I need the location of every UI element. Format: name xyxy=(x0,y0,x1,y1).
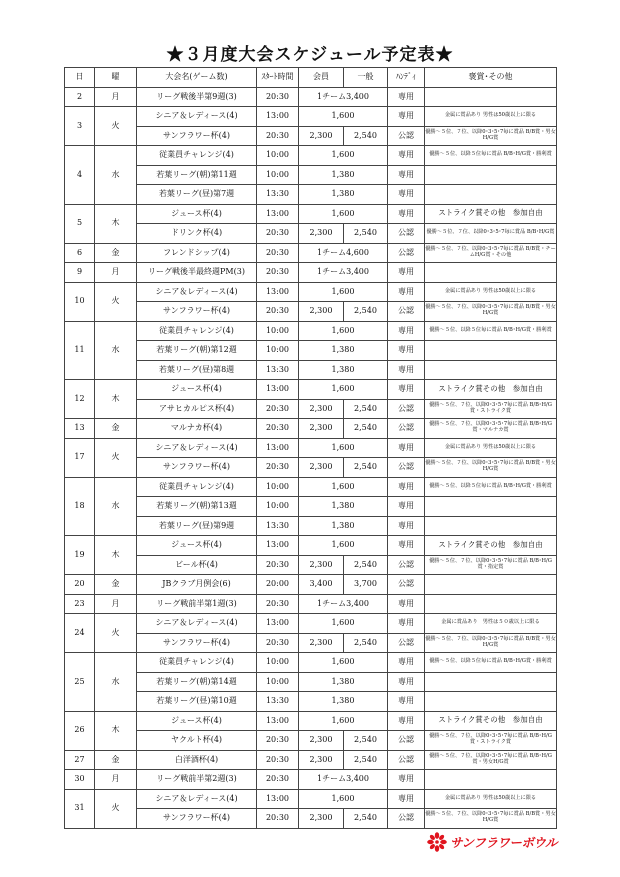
event-name: 若葉リーグ(朝)第14週 xyxy=(137,672,257,692)
event-name: 若葉リーグ(昼)第9週 xyxy=(137,516,257,536)
day-cell: 19 xyxy=(65,536,95,575)
fee-cell: 1,600 xyxy=(299,107,388,127)
fee-cell: 1,380 xyxy=(299,341,388,361)
general-fee: 2,540 xyxy=(344,419,388,439)
start-time: 20:30 xyxy=(257,243,299,263)
general-fee: 2,540 xyxy=(344,126,388,146)
fee-cell: 1,380 xyxy=(299,360,388,380)
table-row xyxy=(65,419,557,439)
general-fee: 2,540 xyxy=(344,458,388,478)
start-time: 20:30 xyxy=(257,809,299,829)
handicap-type: 専用 xyxy=(388,282,425,302)
event-name: ジュース杯(4) xyxy=(137,204,257,224)
prize-cell: 優勝～５位、７位、以降0･3･5･7毎に賞品 B/B･H/G賞・ストライク賞 xyxy=(425,399,557,419)
event-name: シニア＆レディース(4) xyxy=(137,789,257,809)
start-time: 13:30 xyxy=(257,516,299,536)
fee-cell: 1,600 xyxy=(299,789,388,809)
handicap-type: 公認 xyxy=(388,224,425,244)
prize-cell: ストライク賞その他 参加自由 xyxy=(425,536,557,556)
handicap-type: 専用 xyxy=(388,438,425,458)
fee-cell: 1,600 xyxy=(299,146,388,166)
table-row xyxy=(65,165,557,185)
start-time: 20:30 xyxy=(257,419,299,439)
table-row xyxy=(65,789,557,809)
member-fee: 2,300 xyxy=(299,302,344,322)
event-name: シニア＆レディース(4) xyxy=(137,614,257,634)
handicap-type: 公認 xyxy=(388,731,425,751)
fee-cell: 1,600 xyxy=(299,711,388,731)
table-row xyxy=(65,750,557,770)
member-fee: 2,300 xyxy=(299,399,344,419)
handicap-type: 専用 xyxy=(388,87,425,107)
handicap-type: 専用 xyxy=(388,516,425,536)
event-name: 従業員チャレンジ(4) xyxy=(137,146,257,166)
event-name: サンフラワー杯(4) xyxy=(137,809,257,829)
handicap-type: 専用 xyxy=(388,380,425,400)
start-time: 13:30 xyxy=(257,360,299,380)
weekday-cell: 月 xyxy=(95,594,137,614)
weekday-cell: 金 xyxy=(95,575,137,595)
table-row xyxy=(65,477,557,497)
start-time: 10:00 xyxy=(257,146,299,166)
day-cell: 3 xyxy=(65,107,95,146)
table-row xyxy=(65,731,557,751)
day-cell: 20 xyxy=(65,575,95,595)
prize-cell: ストライク賞その他 参加自由 xyxy=(425,204,557,224)
start-time: 13:00 xyxy=(257,536,299,556)
day-cell: 9 xyxy=(65,263,95,283)
day-cell: 11 xyxy=(65,321,95,380)
weekday-cell: 木 xyxy=(95,536,137,575)
weekday-cell: 水 xyxy=(95,653,137,712)
event-name: サンフラワー杯(4) xyxy=(137,458,257,478)
start-time: 20:30 xyxy=(257,302,299,322)
prize-cell: 金属に賞品あり 男性は50歳以上に限る xyxy=(425,438,557,458)
start-time: 10:00 xyxy=(257,653,299,673)
day-cell: 24 xyxy=(65,614,95,653)
table-row xyxy=(65,711,557,731)
event-name: シニア＆レディース(4) xyxy=(137,282,257,302)
table-row xyxy=(65,380,557,400)
start-time: 13:00 xyxy=(257,380,299,400)
handicap-type: 公認 xyxy=(388,575,425,595)
event-name: 従業員チャレンジ(4) xyxy=(137,477,257,497)
prize-cell: ストライク賞その他 参加自由 xyxy=(425,380,557,400)
member-fee: 2,300 xyxy=(299,224,344,244)
weekday-cell: 火 xyxy=(95,107,137,146)
start-time: 13:00 xyxy=(257,107,299,127)
prize-cell xyxy=(425,692,557,712)
logo-text: サンフラワーボウル xyxy=(450,835,558,850)
event-name: JBクラブ月例会(6) xyxy=(137,575,257,595)
event-name: 白洋酒杯(4) xyxy=(137,750,257,770)
weekday-cell: 火 xyxy=(95,789,137,828)
handicap-type: 専用 xyxy=(388,185,425,205)
event-name: サンフラワー杯(4) xyxy=(137,302,257,322)
handicap-type: 専用 xyxy=(388,594,425,614)
weekday-cell: 月 xyxy=(95,87,137,107)
start-time: 10:00 xyxy=(257,497,299,517)
day-cell: 27 xyxy=(65,750,95,770)
handicap-type: 専用 xyxy=(388,341,425,361)
sunflower-icon xyxy=(427,832,447,852)
table-row xyxy=(65,185,557,205)
header-general: 一般 xyxy=(344,68,388,88)
event-name: ジュース杯(4) xyxy=(137,536,257,556)
prize-cell: 優勝～５位、７位、以降0･3･5･7毎に賞品 B/B賞・男女H/G賞 xyxy=(425,633,557,653)
weekday-cell: 水 xyxy=(95,477,137,536)
table-row xyxy=(65,360,557,380)
prize-cell: 金属に賞品あり 男性は50歳以上に限る xyxy=(425,789,557,809)
handicap-type: 専用 xyxy=(388,770,425,790)
fee-cell: 1,600 xyxy=(299,477,388,497)
start-time: 20:30 xyxy=(257,594,299,614)
handicap-type: 公認 xyxy=(388,399,425,419)
event-name: 若葉リーグ(昼)第7週 xyxy=(137,185,257,205)
table-row xyxy=(65,575,557,595)
weekday-cell: 金 xyxy=(95,750,137,770)
start-time: 20:30 xyxy=(257,399,299,419)
fee-cell: 1,380 xyxy=(299,185,388,205)
day-cell: 6 xyxy=(65,243,95,263)
event-name: 若葉リーグ(朝)第12週 xyxy=(137,341,257,361)
start-time: 20:30 xyxy=(257,263,299,283)
fee-cell: 1チーム3,400 xyxy=(299,263,388,283)
event-name: リーグ戦前半第2週(3) xyxy=(137,770,257,790)
prize-cell: 金属に賞品あり 男性は50歳以上に限る xyxy=(425,107,557,127)
table-row xyxy=(65,809,557,829)
prize-cell xyxy=(425,594,557,614)
start-time: 10:00 xyxy=(257,477,299,497)
table-row xyxy=(65,204,557,224)
handicap-type: 専用 xyxy=(388,692,425,712)
weekday-cell: 火 xyxy=(95,438,137,477)
table-row xyxy=(65,633,557,653)
day-cell: 31 xyxy=(65,789,95,828)
fee-cell: 1,380 xyxy=(299,497,388,517)
fee-cell: 1チーム3,400 xyxy=(299,770,388,790)
table-row xyxy=(65,399,557,419)
fee-cell: 1,380 xyxy=(299,516,388,536)
header-prize: 褒賞･その他 xyxy=(425,68,557,88)
start-time: 20:30 xyxy=(257,770,299,790)
header-dow: 曜 xyxy=(95,68,137,88)
header-start: ｽﾀｰﾄ時間 xyxy=(257,68,299,88)
table-row xyxy=(65,653,557,673)
fee-cell: 1,380 xyxy=(299,672,388,692)
event-name: 若葉リーグ(昼)第10週 xyxy=(137,692,257,712)
prize-cell: 優勝～５位、７位、以降0･3･5･7毎に賞品 B/B･H/G賞・男女H/G賞 xyxy=(425,750,557,770)
table-row xyxy=(65,302,557,322)
table-row xyxy=(65,126,557,146)
event-name: フレンドシップ(4) xyxy=(137,243,257,263)
table-row xyxy=(65,263,557,283)
event-name: サンフラワー杯(4) xyxy=(137,126,257,146)
fee-cell: 1,380 xyxy=(299,692,388,712)
handicap-type: 専用 xyxy=(388,497,425,517)
handicap-type: 公認 xyxy=(388,809,425,829)
general-fee: 2,540 xyxy=(344,302,388,322)
weekday-cell: 火 xyxy=(95,614,137,653)
start-time: 20:30 xyxy=(257,126,299,146)
general-fee: 2,540 xyxy=(344,633,388,653)
general-fee: 2,540 xyxy=(344,555,388,575)
start-time: 13:30 xyxy=(257,692,299,712)
day-cell: 18 xyxy=(65,477,95,536)
day-cell: 17 xyxy=(65,438,95,477)
fee-cell: 1,600 xyxy=(299,282,388,302)
member-fee: 3,400 xyxy=(299,575,344,595)
event-name: シニア＆レディース(4) xyxy=(137,438,257,458)
prize-cell: 優勝～５位、７位、以降0･3･5･7毎に賞品 B/B賞・男女H/G賞 xyxy=(425,458,557,478)
handicap-type: 専用 xyxy=(388,360,425,380)
member-fee: 2,300 xyxy=(299,555,344,575)
table-row xyxy=(65,692,557,712)
prize-cell: 優勝～５位、７位、以降0･3･5･7毎に賞品 B/B･H/G賞・ストライク賞 xyxy=(425,731,557,751)
day-cell: 13 xyxy=(65,419,95,439)
header-name: 大会名(ゲーム数) xyxy=(137,68,257,88)
weekday-cell: 金 xyxy=(95,243,137,263)
handicap-type: 公認 xyxy=(388,126,425,146)
table-row xyxy=(65,341,557,361)
prize-cell xyxy=(425,165,557,185)
handicap-type: 専用 xyxy=(388,165,425,185)
start-time: 20:30 xyxy=(257,731,299,751)
start-time: 20:30 xyxy=(257,750,299,770)
page-title: ★３月度大会スケジュール予定表★ xyxy=(166,45,454,65)
table-row xyxy=(65,438,557,458)
event-name: ビール杯(4) xyxy=(137,555,257,575)
header-handicap: ﾊﾝﾃﾞｨ xyxy=(388,68,425,88)
start-time: 13:00 xyxy=(257,204,299,224)
weekday-cell: 金 xyxy=(95,419,137,439)
prize-cell: 優勝～５位、７位、以降0･3･5･7毎に賞品 B/B賞・男女H/G賞 xyxy=(425,302,557,322)
fee-cell: 1チーム3,400 xyxy=(299,87,388,107)
handicap-type: 専用 xyxy=(388,107,425,127)
event-name: ヤクルト杯(4) xyxy=(137,731,257,751)
event-name: リーグ戦前半第1週(3) xyxy=(137,594,257,614)
start-time: 20:30 xyxy=(257,458,299,478)
start-time: 13:00 xyxy=(257,711,299,731)
event-name: ドリンク杯(4) xyxy=(137,224,257,244)
fee-cell: 1,600 xyxy=(299,204,388,224)
table-row xyxy=(65,146,557,166)
prize-cell xyxy=(425,185,557,205)
handicap-type: 公認 xyxy=(388,633,425,653)
general-fee: 3,700 xyxy=(344,575,388,595)
member-fee: 2,300 xyxy=(299,458,344,478)
prize-cell: 優勝～５位、７位、以降0･3･5･7毎に賞品 B/B･H/G賞 xyxy=(425,224,557,244)
start-time: 10:00 xyxy=(257,321,299,341)
fee-cell: 1,380 xyxy=(299,165,388,185)
handicap-type: 専用 xyxy=(388,263,425,283)
start-time: 20:30 xyxy=(257,224,299,244)
start-time: 10:00 xyxy=(257,672,299,692)
handicap-type: 公認 xyxy=(388,243,425,263)
member-fee: 2,300 xyxy=(299,809,344,829)
fee-cell: 1,600 xyxy=(299,653,388,673)
handicap-type: 公認 xyxy=(388,458,425,478)
general-fee: 2,540 xyxy=(344,224,388,244)
prize-cell: 優勝～５位、以降５位毎に賞品 B/B･H/G賞・勝利賞 xyxy=(425,653,557,673)
general-fee: 2,540 xyxy=(344,809,388,829)
event-name: 従業員チャレンジ(4) xyxy=(137,321,257,341)
day-cell: 4 xyxy=(65,146,95,205)
event-name: 若葉リーグ(朝)第11週 xyxy=(137,165,257,185)
fee-cell: 1チーム4,600 xyxy=(299,243,388,263)
event-name: リーグ戦後半最終週PM(3) xyxy=(137,263,257,283)
table-row xyxy=(65,614,557,634)
prize-cell: 優勝～５位、７位、以降0･3･5･7毎に賞品 B/B賞・男女H/G賞 xyxy=(425,809,557,829)
table-row xyxy=(65,243,557,263)
prize-cell: 優勝～５位、７位、以降0･3･5･7毎に賞品 B/B･H/G賞・指定賞 xyxy=(425,555,557,575)
fee-cell: 1,600 xyxy=(299,614,388,634)
table-header-row xyxy=(65,68,557,88)
prize-cell: 優勝～５位、７位、以降0･3･5･7毎に賞品 B/B･H/G賞・マルナカ賞 xyxy=(425,419,557,439)
fee-cell: 1,600 xyxy=(299,438,388,458)
table-row xyxy=(65,536,557,556)
prize-cell xyxy=(425,341,557,361)
fee-cell: 1,600 xyxy=(299,321,388,341)
day-cell: 30 xyxy=(65,770,95,790)
prize-cell xyxy=(425,516,557,536)
handicap-type: 専用 xyxy=(388,614,425,634)
day-cell: 12 xyxy=(65,380,95,419)
table-row xyxy=(65,672,557,692)
weekday-cell: 木 xyxy=(95,380,137,419)
prize-cell xyxy=(425,263,557,283)
table-row xyxy=(65,321,557,341)
weekday-cell: 火 xyxy=(95,282,137,321)
event-name: シニア＆レディース(4) xyxy=(137,107,257,127)
general-fee: 2,540 xyxy=(344,731,388,751)
prize-cell: 優勝～５位、７位、以降0･3･5･7毎に賞品 B/B賞・男女H/G賞 xyxy=(425,126,557,146)
table-row xyxy=(65,282,557,302)
handicap-type: 専用 xyxy=(388,146,425,166)
weekday-cell: 木 xyxy=(95,204,137,243)
event-name: アサヒカルピス杯(4) xyxy=(137,399,257,419)
event-name: マルナカ杯(4) xyxy=(137,419,257,439)
prize-cell xyxy=(425,770,557,790)
handicap-type: 専用 xyxy=(388,204,425,224)
table-row xyxy=(65,224,557,244)
start-time: 20:30 xyxy=(257,555,299,575)
handicap-type: 公認 xyxy=(388,750,425,770)
handicap-type: 専用 xyxy=(388,321,425,341)
header-member: 会員 xyxy=(299,68,344,88)
day-cell: 23 xyxy=(65,594,95,614)
start-time: 13:00 xyxy=(257,789,299,809)
handicap-type: 公認 xyxy=(388,555,425,575)
event-name: 若葉リーグ(朝)第13週 xyxy=(137,497,257,517)
member-fee: 2,300 xyxy=(299,633,344,653)
table-row xyxy=(65,516,557,536)
prize-cell xyxy=(425,360,557,380)
general-fee: 2,540 xyxy=(344,399,388,419)
sunflower-bowl-logo xyxy=(427,830,562,854)
prize-cell: 優勝～５位、以降５位毎に賞品 B/B･H/G賞・勝利賞 xyxy=(425,321,557,341)
handicap-type: 専用 xyxy=(388,653,425,673)
table-row xyxy=(65,458,557,478)
event-name: ジュース杯(4) xyxy=(137,711,257,731)
member-fee: 2,300 xyxy=(299,731,344,751)
event-name: ジュース杯(4) xyxy=(137,380,257,400)
prize-cell xyxy=(425,87,557,107)
prize-cell xyxy=(425,575,557,595)
day-cell: 2 xyxy=(65,87,95,107)
start-time: 10:00 xyxy=(257,165,299,185)
day-cell: 25 xyxy=(65,653,95,712)
handicap-type: 専用 xyxy=(388,672,425,692)
prize-cell: 金属に賞品あり 男性は５０歳以上に限る xyxy=(425,614,557,634)
table-row xyxy=(65,87,557,107)
prize-cell: 優勝～５位、以降５位毎に賞品 B/B･H/G賞・勝利賞 xyxy=(425,146,557,166)
member-fee: 2,300 xyxy=(299,419,344,439)
weekday-cell: 水 xyxy=(95,321,137,380)
start-time: 13:00 xyxy=(257,614,299,634)
fee-cell: 1,600 xyxy=(299,380,388,400)
fee-cell: 1チーム3,400 xyxy=(299,594,388,614)
handicap-type: 公認 xyxy=(388,302,425,322)
weekday-cell: 月 xyxy=(95,770,137,790)
general-fee: 2,540 xyxy=(344,750,388,770)
start-time: 10:00 xyxy=(257,341,299,361)
start-time: 13:30 xyxy=(257,185,299,205)
event-name: 従業員チャレンジ(4) xyxy=(137,653,257,673)
start-time: 20:00 xyxy=(257,575,299,595)
day-cell: 26 xyxy=(65,711,95,750)
weekday-cell: 水 xyxy=(95,146,137,205)
schedule-table xyxy=(64,67,557,829)
event-name: リーグ戦後半第9週(3) xyxy=(137,87,257,107)
event-name: 若葉リーグ(昼)第8週 xyxy=(137,360,257,380)
start-time: 20:30 xyxy=(257,633,299,653)
day-cell: 10 xyxy=(65,282,95,321)
table-row xyxy=(65,497,557,517)
prize-cell: ストライク賞その他 参加自由 xyxy=(425,711,557,731)
member-fee: 2,300 xyxy=(299,126,344,146)
start-time: 13:00 xyxy=(257,438,299,458)
prize-cell: 優勝～５位、以降５位毎に賞品 B/B･H/G賞・勝利賞 xyxy=(425,477,557,497)
event-name: サンフラワー杯(4) xyxy=(137,633,257,653)
handicap-type: 専用 xyxy=(388,711,425,731)
table-row xyxy=(65,107,557,127)
fee-cell: 1,600 xyxy=(299,536,388,556)
table-row xyxy=(65,770,557,790)
table-row xyxy=(65,555,557,575)
header-day: 日 xyxy=(65,68,95,88)
start-time: 13:00 xyxy=(257,282,299,302)
handicap-type: 専用 xyxy=(388,477,425,497)
prize-cell xyxy=(425,497,557,517)
prize-cell: 優勝～５位、７位、以降0･3･5･7毎に賞品 B/B賞・チームH/G賞・その他 xyxy=(425,243,557,263)
member-fee: 2,300 xyxy=(299,750,344,770)
handicap-type: 専用 xyxy=(388,789,425,809)
handicap-type: 専用 xyxy=(388,536,425,556)
day-cell: 5 xyxy=(65,204,95,243)
weekday-cell: 月 xyxy=(95,263,137,283)
weekday-cell: 木 xyxy=(95,711,137,750)
table-row xyxy=(65,594,557,614)
start-time: 20:30 xyxy=(257,87,299,107)
prize-cell: 金属に賞品あり 男性は50歳以上に限る xyxy=(425,282,557,302)
prize-cell xyxy=(425,672,557,692)
handicap-type: 公認 xyxy=(388,419,425,439)
